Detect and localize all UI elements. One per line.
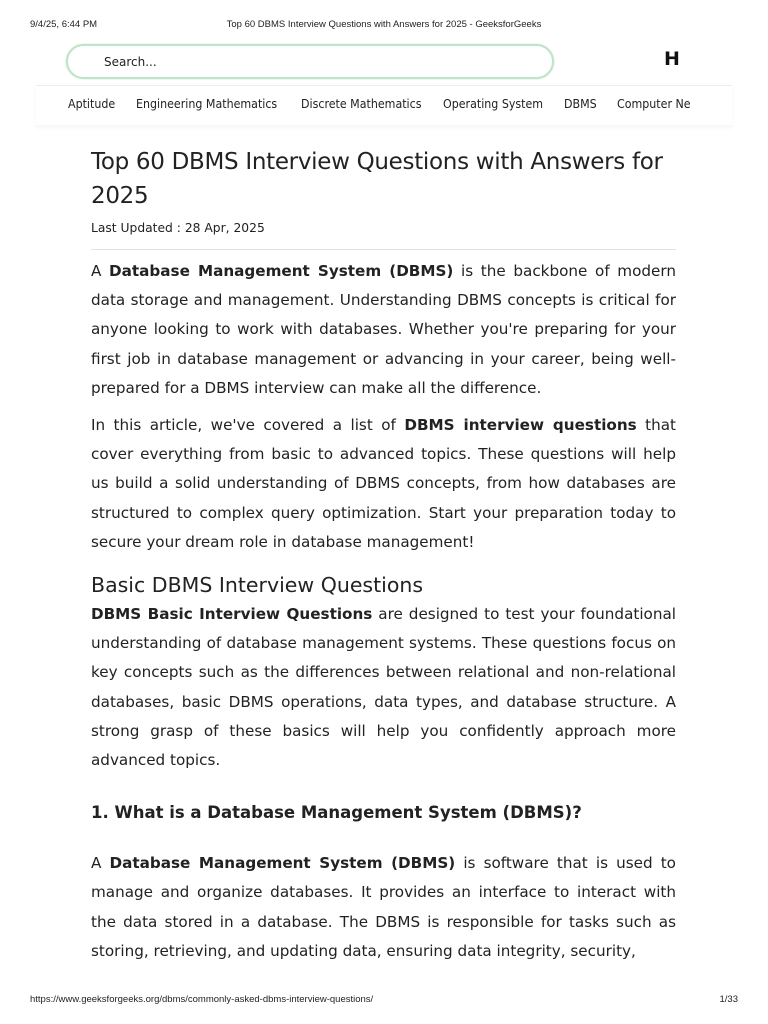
intro-bold-term: Database Management System (DBMS) [109, 262, 454, 280]
answer-bold-term: Database Management System (DBMS) [109, 854, 456, 873]
question-heading-1: 1. What is a Database Management System (DBMS)? [91, 803, 582, 823]
print-header [0, 19, 768, 33]
nav-item-discrete-mathematics[interactable]: Discrete Mathematics [301, 97, 422, 111]
answer-paragraph-1: A Database Management System (DBMS) is software that is used to manage and organize databases. It provides an interface to interact with the data stored in a database. The DBMS is responsible for tasks such as storing, retrieving, and updating data, ensuring data integrity, security, [91, 854, 676, 960]
print-url: https://www.geeksforgeeks.org/dbms/commonly-asked-dbms-interview-questions/ [30, 994, 374, 1005]
print-datetime: 9/4/25, 6:44 PM [30, 19, 98, 30]
page-title: Top 60 DBMS Interview Questions with Answers for 2025 [91, 149, 663, 209]
search-input[interactable] [104, 52, 524, 72]
section-heading-basic: Basic DBMS Interview Questions [91, 573, 424, 598]
divider [91, 249, 676, 250]
header-icon-letter[interactable]: H [664, 48, 680, 70]
nav-item-computer-networks[interactable]: Computer Ne [617, 97, 691, 111]
coverage-paragraph: In this article, we've covered a list of DBMS interview questions that cover everything from basic to advanced topics. These questions will help us build a solid understanding of DBMS concepts, from how databases are structured to complex query optimization. Start your preparation today to secure your dream role in database management! [91, 416, 677, 551]
last-updated: Last Updated : 28 Apr, 2025 [91, 221, 265, 235]
print-doc-title: Top 60 DBMS Interview Questions with Answers for 2025 - GeeksforGeeks [226, 19, 542, 30]
search-bar[interactable] [66, 44, 554, 79]
coverage-bold-link[interactable]: DBMS interview questions [404, 416, 637, 435]
basic-paragraph: DBMS Basic Interview Questions are designed to test your foundational understanding of database management systems. These questions focus on key concepts such as the differences between relational and non-relational databases, basic DBMS operations, data types, and database structure. A strong grasp of these basics will help you confidently approach more advanced topics. [91, 605, 677, 770]
basic-bold-term: DBMS Basic Interview Questions [91, 605, 373, 624]
print-footer [0, 994, 768, 1008]
nav-item-operating-system[interactable]: Operating System [443, 97, 544, 111]
nav-item-engineering-mathematics[interactable]: Engineering Mathematics [136, 97, 278, 111]
nav-item-dbms[interactable]: DBMS [564, 97, 597, 111]
topic-nav [36, 85, 732, 125]
intro-paragraph: A Database Management System (DBMS) is the backbone of modern data storage and management. Understanding DBMS concepts is critical for anyone looking to work with databases. Whether you're preparing for your first job in database management or advancing in your career, being well-prepared for a DBMS interview can make all the difference. [91, 262, 676, 397]
article [91, 145, 676, 966]
page-number: 1/33 [719, 994, 738, 1005]
nav-item-aptitude[interactable]: Aptitude [68, 97, 116, 111]
